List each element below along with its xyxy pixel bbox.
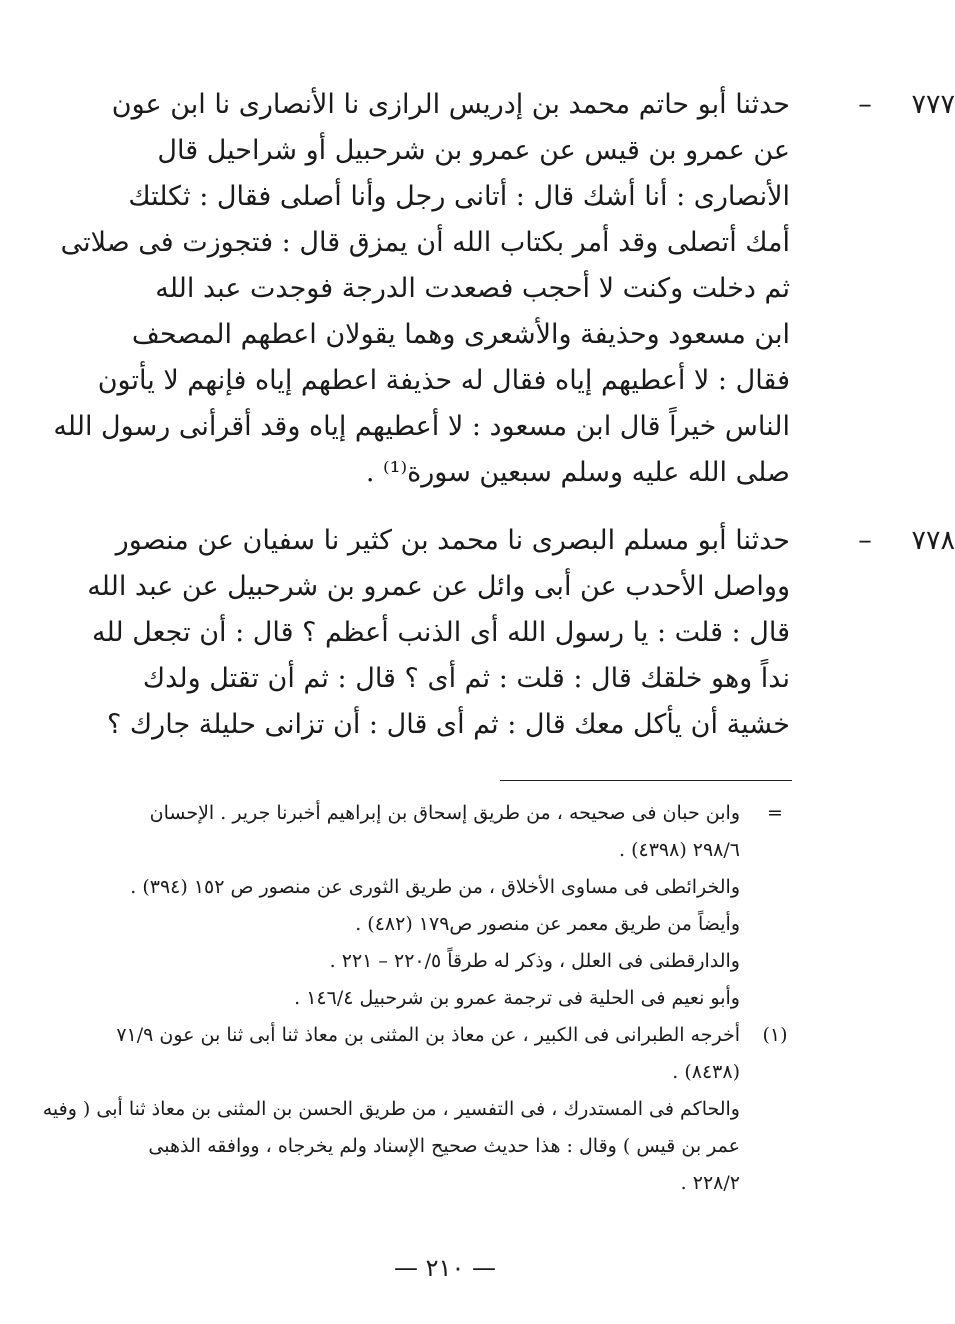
footnote-line: وأيضاً من طريق معمر عن منصور ص١٧٩ (٤٨٢) .: [355, 913, 740, 935]
hadith-line: قال : قلت : يا رسول الله أى الذنب أعظم ؟ قال : أن تجعل لله: [91, 617, 790, 648]
page-number: — ٢١٠ —: [394, 1254, 496, 1282]
hadith-line: خشية أن يأكل معك قال : ثم أى قال : أن تزانى حليلة جارك ؟: [107, 709, 790, 740]
hadith-line: الناس خيراً قال ابن مسعود : لا أعطيهم إياه وقد أقرأنى رسول الله: [53, 411, 790, 442]
footnote-line: والحاكم فى المستدرك ، فى التفسير ، من طريق الحسن بن المثنى بن معاذ ثنا أبى ( وفيه: [42, 1098, 740, 1120]
footnote-line: والدارقطنى فى العلل ، وذكر له طرقاً ٢٢٠/٥ – ٢٢١ .: [329, 950, 740, 972]
footnote-marker: (١): [762, 1024, 788, 1046]
footnote-separator: [500, 780, 792, 781]
hadith-number: ٧٧٨: [911, 525, 955, 556]
hadith-line: عن عمرو بن قيس عن عمرو بن شرحبيل أو شراحيل قال: [157, 135, 790, 166]
hadith-line: نداً وهو خلقك قال : قلت : ثم أى ؟ قال : ثم أن تقتل ولدك: [142, 663, 790, 694]
hadith-line: فقال : لا أعطيهم إياه فقال له حذيفة اعطهم إياه فإنهم لا يأتون: [97, 365, 790, 396]
footnotes: [42, 795, 788, 1202]
hadith-line: حدثنا أبو حاتم محمد بن إدريس الرازى نا الأنصارى نا ابن عون: [111, 89, 790, 120]
hadith-line: وواصل الأحدب عن أبى وائل عن عمرو بن شرحبيل عن عبد الله: [87, 571, 790, 602]
footnote-line: أخرجه الطبرانى فى الكبير ، عن معاذ بن المثنى بن معاذ ثنا أبى ثنا بن عون ٧١/٩: [116, 1024, 740, 1046]
hadith-line: حدثنا أبو مسلم البصرى نا محمد بن كثير نا سفيان عن منصور: [115, 525, 790, 556]
footnote-line: وابن حبان فى صحيحه ، من طريق إسحاق بن إبراهيم أخبرنا جرير . الإحسان: [149, 802, 740, 824]
footnote-continuation: [100, 795, 783, 1017]
footnote-line: وأبو نعيم فى الحلية فى ترجمة عمرو بن شرحبيل ١٤٦/٤ .: [294, 987, 740, 1009]
hadith-dash: –: [858, 89, 872, 120]
footnote-marker: =: [767, 802, 783, 824]
hadith-dash: –: [858, 525, 872, 556]
footnote-line: (٨٤٣٨) .: [672, 1061, 740, 1083]
hadith-line: الأنصارى : أنا أشك قال : أتانى رجل وأنا أصلى فقال : ثكلتك: [128, 181, 790, 212]
hadith-778: [87, 518, 955, 748]
hadith-line: صلى الله عليه وسلم سبعين سورة⁽¹⁾ .: [365, 457, 790, 488]
hadith-line: ابن مسعود وحذيفة والأشعرى وهما يقولان اعطهم المصحف: [131, 319, 790, 350]
footnote-1: [42, 1017, 788, 1202]
footnote-line: والخرائطى فى مساوى الأخلاق ، من طريق الثورى عن منصور ص ١٥٢ (٣٩٤) .: [130, 876, 740, 898]
footnote-line: عمر بن قيس ) وقال : هذا حديث صحيح الإسناد ولم يخرجاه ، ووافقه الذهبى: [148, 1135, 740, 1157]
hadith-777: [53, 82, 955, 496]
footnote-line: ٢٢٨/٢ .: [680, 1172, 740, 1194]
footnote-line: ٢٩٨/٦ (٤٣٩٨) .: [618, 839, 740, 861]
hadith-number: ٧٧٧: [911, 89, 955, 120]
hadith-line: ثم دخلت وكنت لا أحجب فصعدت الدرجة فوجدت عبد الله: [155, 273, 790, 304]
hadith-line: أمك أتصلى وقد أمر بكتاب الله أن يمزق قال : فتجوزت فى صلاتى: [60, 227, 790, 258]
